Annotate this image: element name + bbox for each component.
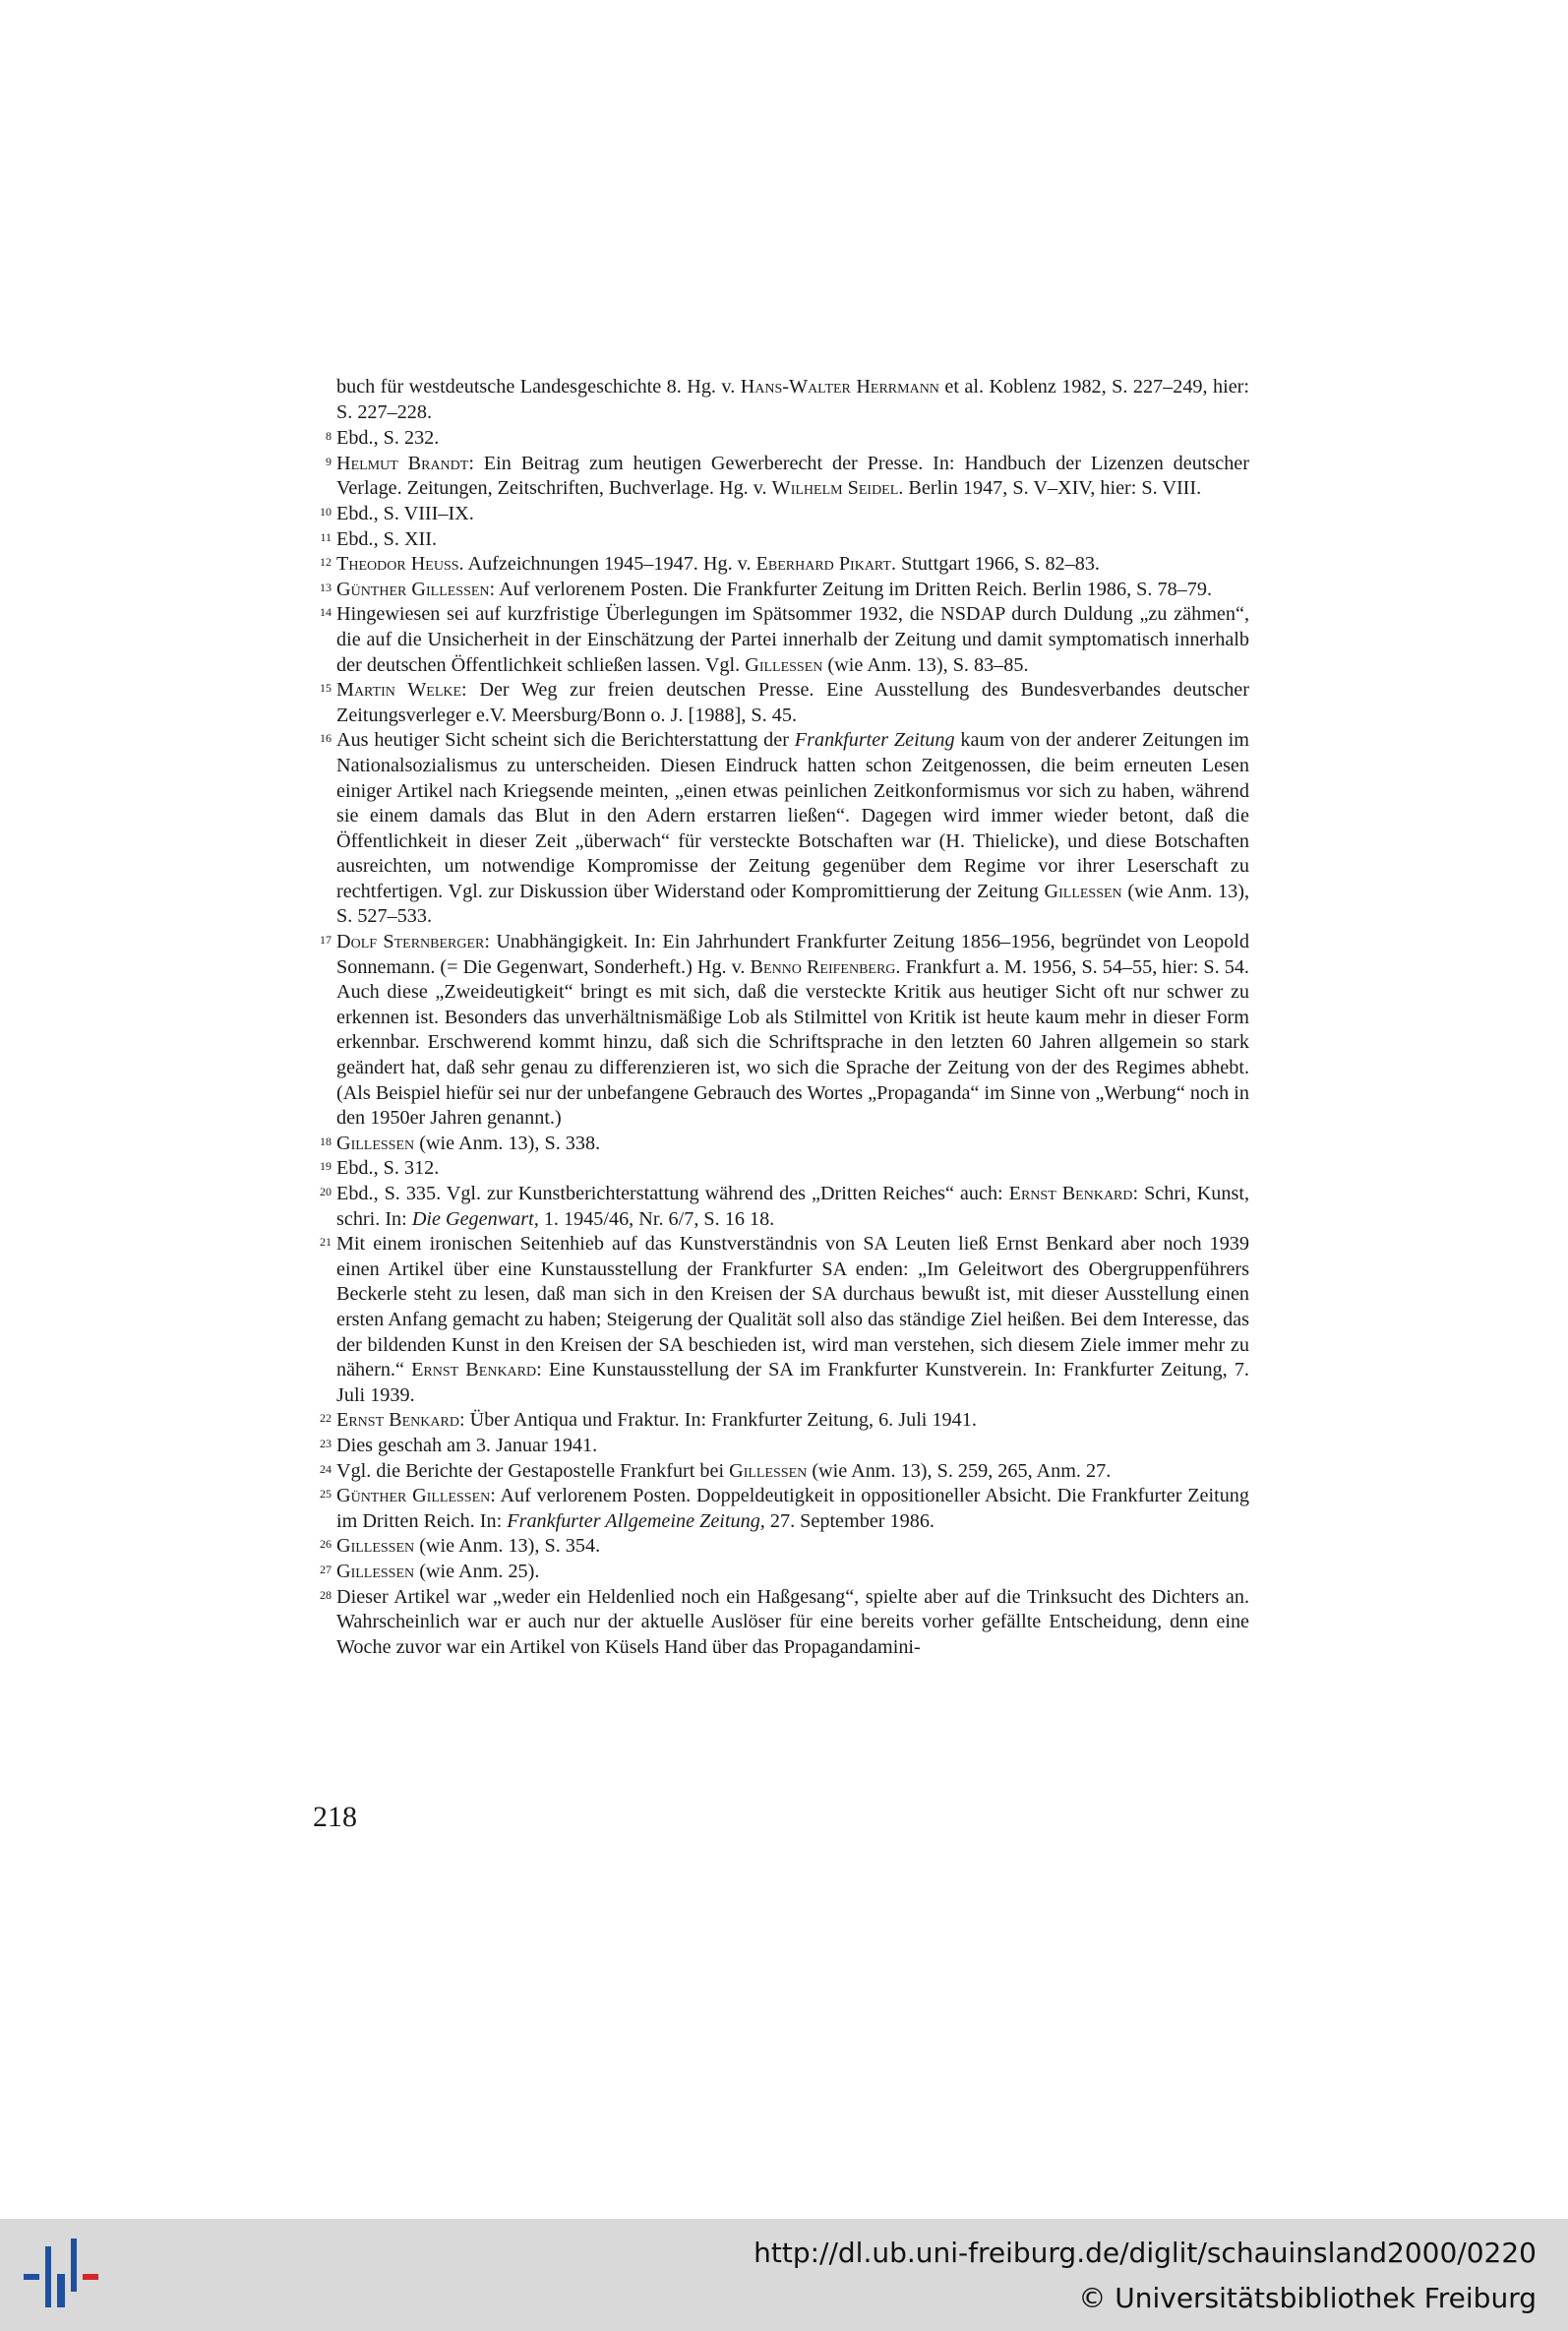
author-name: Gillessen [729,1459,808,1482]
footnote-17 [317,930,1249,1132]
author-name: Gillessen [336,1132,415,1154]
footnote-text-run: : Der Weg zur freien deutschen Presse. Eine Ausstellung des Bundesverbandes deutscher Zeitungsverleger e.V. Meersburg/Bonn o. J. [1988], S. 45. [336,679,1249,726]
footnote-number: 22 [320,1411,332,1426]
footnote-9 [317,452,1249,502]
footer-bar [0,2219,1568,2331]
footnote-text-run: Dies geschah am 3. Januar 1941. [336,1434,598,1456]
author-name: Ernst Benkard [1008,1183,1133,1204]
footnote-number: 14 [320,605,332,620]
page-number: 218 [313,1801,357,1833]
footnote-18 [317,1132,1249,1157]
footnote-number: 16 [320,731,332,746]
footnote-text-run: Vgl. die Berichte der Gestapostelle Frankfurt bei [336,1459,730,1482]
author-name: Gillessen [336,1560,415,1582]
footnote-text-run: . Frankfurt a. M. 1956, S. 54–55, hier: S. 54. Auch diese „Zweideutigkeit“ bringt es mit sich, daß die versteckte Kritik aus heutiger Sicht oft nur schwer zu erkennen ist. Besonders das unverhältnismäßige Lob als Stilmittel von Kritik ist heute kaum mehr in dieser Form erkennbar. Erschwerend kommt hinzu, daß sich die Schriftsprache in den letzten 60 Jahren allgemein so stark geändert hat, daß sehr genau zu differenzieren ist, wo sich die Sprache der Zeitung von der des Regimes abhebt. (Als Beispiel hiefür sei nur der unbefangene Gebrauch des Wortes „Propaganda“ im Sinne von „Werbung“ noch in den 1950er Jahren genannt.) [336,955,1249,1130]
footnote-23 [317,1434,1249,1459]
footnote-number: 19 [320,1159,332,1174]
footnote-27 [317,1560,1249,1585]
footnote-21 [317,1232,1249,1408]
footnote-text-run: (wie Anm. 13), S. 527–533. [336,880,1249,928]
footnote-text-run: (wie Anm. 13), S. 354. [414,1535,601,1558]
footnote-text-run: Hingewiesen sei auf kurzfristige Überlegungen im Spätsommer 1932, die NSDAP durch Duldung „zu zähmen“, die auf die Unsicherheit in der Einschätzung der Partei innerhalb der Zeitung und damit symptomatisch innerhalb der deutschen Öffentlichkeit schließen lassen. Vgl. [336,603,1249,676]
author-name: Ernst Benkard [336,1409,459,1432]
footnote-16 [317,728,1249,930]
footnote-text-run: (wie Anm. 25). [414,1560,540,1582]
footnote-number: 21 [320,1235,332,1250]
footnote-text-run: Ebd., S. 312. [336,1157,440,1180]
author-name: Theodor Heuss [336,553,459,576]
footnote-text-run: (wie Anm. 13), S. 83–85. [822,653,1029,676]
author-name: Benno Reifenberg [750,955,896,978]
footnote-text-run: Ebd., S. 232. [336,427,440,450]
footnote-number: 18 [320,1134,332,1148]
author-name: Gillessen [1044,880,1122,902]
footnote-number: 28 [320,1587,332,1602]
footnote-26 [317,1534,1249,1560]
author-name: Helmut Brandt [336,452,469,474]
footnote-24 [317,1459,1249,1485]
footnote-text-run: (wie Anm. 13), S. 338. [414,1132,601,1154]
footnote-number: 25 [320,1487,332,1502]
footnote-14 [317,602,1249,678]
footnote-text-run: Ebd., S. 335. Vgl. zur Kunstberichterstattung während des „Dritten Reiches“ auch: [336,1183,1009,1204]
footnote-22 [317,1408,1249,1434]
footnote-text-run: (wie Anm. 13), S. 259, 265, Anm. 27. [807,1459,1112,1482]
footnote-text-run: : Eine Kunstausstellung der SA im Frankfurter Kunstverein. In: Frankfurter Zeitung, 7. Juli 1939. [336,1359,1249,1406]
footnote-number: 26 [320,1537,332,1552]
footnote-text-run: Dieser Artikel war „weder ein Heldenlied noch ein Haßgesang“, spielte aber auf die Trinksucht des Dichters an. Wahrscheinlich war er auch nur der aktuelle Auslöser für eine bereits vorher gefällte Entscheidung, denn eine Woche zuvor war ein Artikel von Küsels Hand über das Propagandamini- [336,1585,1249,1658]
footnote-19 [317,1156,1249,1182]
footnote-10 [317,502,1249,527]
author-name: Gillessen [336,1535,415,1558]
footnote-text-run: : Über Antiqua und Fraktur. In: Frankfurter Zeitung, 6. Juli 1941. [458,1409,977,1432]
footnote-text-run: Mit einem ironischen Seitenhieb auf das Kunstverständnis von SA Leuten ließ Ernst Benkard aber noch 1939 einen Artikel über eine Kunstausstellung der Frankfurter SA enden: „Im Geleitwort des Obergruppenführers Beckerle steht zu lesen, daß man sich in den Kreisen der SA durchaus bewußt ist, mit dieser Ausstellung einen ersten Anfang gemacht zu haben; Steigerung der Qualität soll also das ständige Ziel heißen. Bei dem Interesse, das der bildenden Kunst in den Kreisen der SA beschieden ist, wird man verstehen, sich diesem Ziele immer mehr zu nähern.“ [336,1233,1249,1381]
footnote-12 [317,552,1249,578]
footnote-number: 11 [320,529,332,544]
author-name: Eberhard Pikart [755,553,891,576]
footnote-number: 23 [320,1436,332,1450]
footnote-number: 24 [320,1461,332,1476]
footnote-text-run: Ebd., S. VIII–IX. [336,502,474,524]
footnote-number: 10 [320,504,332,519]
footnote-15 [317,678,1249,728]
author-name: Ernst Benkard [411,1359,537,1381]
footnote-text-run: : Auf verlorenem Posten. Die Frankfurter Zeitung im Dritten Reich. Berlin 1986, S. 78–79. [489,578,1212,600]
footnote-text-run: et al. Koblenz 1982, S. 227–249, hier: S. 227–228. [336,376,1249,423]
footnote-text-run: Aus heutiger Sicht scheint sich die Berichterstattung der [336,729,795,752]
author-name: Hans-Walter Herrmann [740,376,939,398]
author-name: Günther Gillessen [336,1485,491,1507]
footnote-list [317,426,1249,1660]
publication-title: Frankfurter Allgemeine Zeitung, [507,1509,765,1532]
author-name: Wilhelm Seidel [771,477,899,500]
footnote-number: 20 [320,1185,332,1198]
footnote-13 [317,578,1249,603]
footnote-28 [317,1585,1249,1661]
footer-url-link[interactable]: http://dl.ub.uni-freiburg.de/diglit/schauinsland2000/0220 [754,2237,1537,2269]
footnote-text-run: : Auf verlorenem Posten. Doppeldeutigkeit in oppositioneller Absicht. Die Frankfurter Zeitung im Dritten Reich. In: [336,1485,1249,1532]
footnote-text-run: buch für westdeutsche Landesgeschichte 8. Hg. v. [336,376,741,398]
footnote-8 [317,426,1249,452]
footnote-number: 27 [320,1562,332,1576]
footnote-number: 9 [326,454,332,468]
footnote-text-run: . Aufzeichnungen 1945–1947. Hg. v. [458,553,756,576]
footnote-text-run: 27. September 1986. [764,1509,935,1532]
ub-freiburg-logo-icon [22,2237,100,2315]
footer-copyright: © Universitätsbibliothek Freiburg [1078,2282,1537,2314]
footnote-text-run: . Berlin 1947, S. V–XIV, hier: S. VIII. [898,477,1202,500]
footnote-11 [317,527,1249,553]
footnote-continuation [317,375,1249,425]
publication-title: Die Gegenwart, [411,1207,539,1230]
footnote-number: 8 [326,429,332,444]
footnote-text-run: kaum von der anderer Zeitungen im Nationalsozialismus zu unterscheiden. Diesen Eindruck hatten schon Zeitgenossen, die beim erneuten Lesen einiger Artikel nach Kriegsende meinten, „einen etwas peinlichen Zeitkonformismus vor sich zu haben, während sie einem damals das Blut in den Adern erstarren ließen“. Dagegen wird immer wieder betont, daß die Öffentlichkeit in dieser Zeit „überwach“ für versteckte Botschaften war (H. Thielicke), und diese Botschaften ausreichten, um notwendige Kompromisse der Zeitung gegenüber dem Regime vor ihrer Leserschaft zu rechtfertigen. Vgl. zur Diskussion über Widerstand oder Kompromittierung der Zeitung [336,729,1249,902]
footnote-text-run: . Stuttgart 1966, S. 82–83. [890,553,1100,576]
footnote-20 [317,1182,1249,1232]
footnotes-section [317,375,1249,1660]
footnote-number: 12 [320,555,332,570]
author-name: Dolf Sternberger [336,931,485,953]
footnote-text-run: Ebd., S. XII. [336,527,438,550]
publication-title: Frankfurter Zeitung [794,729,955,752]
footnote-text-run: : Schri, Kunst, schri. In: [336,1183,1249,1230]
footnote-number: 13 [320,580,332,594]
footnote-text-run: 1. 1945/46, Nr. 6/7, S. 16 18. [538,1207,775,1230]
footnote-number: 15 [320,681,332,696]
author-name: Günther Gillessen [336,578,490,600]
author-name: Martin Welke [336,679,462,702]
footnote-number: 17 [320,933,332,948]
footnote-text-run: : Unabhängigkeit. In: Ein Jahrhundert Frankfurter Zeitung 1856–1956, begründet von Leopold Sonnemann. (= Die Gegenwart, Sonderheft.) Hg. v. [336,931,1249,978]
footnote-25 [317,1484,1249,1534]
author-name: Gillessen [745,653,823,676]
footnote-text-run: : Ein Beitrag zum heutigen Gewerberecht der Presse. In: Handbuch der Lizenzen deutscher Verlage. Zeitungen, Zeitschriften, Buchverlage. Hg. v. [336,452,1249,500]
